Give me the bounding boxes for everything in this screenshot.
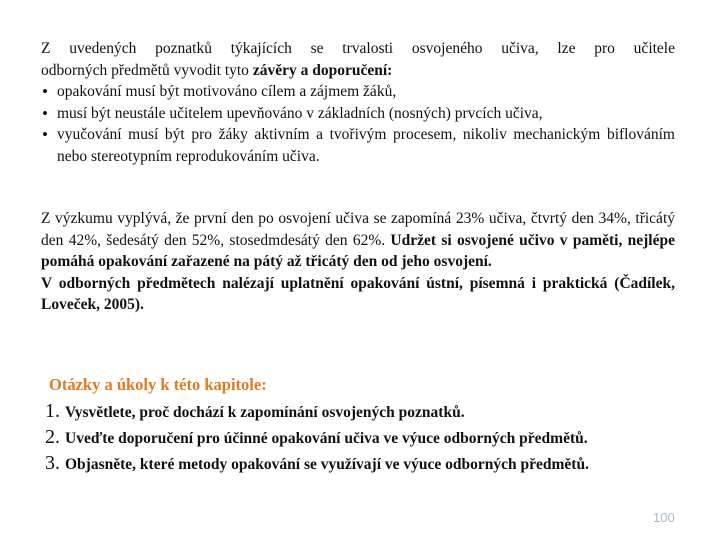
list-item bbox=[41, 124, 675, 167]
research-conclusion: Udržet si osvojené učivo v paměti, nejlépe pomáhá opakování zařazené na pátý až třicátý den od jeho osvojení. bbox=[41, 231, 675, 270]
intro-conclusions-label: závěry a doporučení: bbox=[252, 61, 393, 79]
question-number: 3. bbox=[45, 452, 60, 474]
questions-section bbox=[45, 373, 685, 478]
research-paragraph bbox=[41, 208, 675, 273]
list-item-text: vyučování musí být pro žáky aktivním a tvořivým procesem, nikoliv mechanickým biflováním nebo stereotypním reprodukováním učiva. bbox=[57, 126, 675, 165]
list-item-text: opakování musí být motivováno cílem a zájmem žáků, bbox=[57, 83, 397, 100]
question-number: 1. bbox=[45, 400, 60, 422]
question-item bbox=[45, 426, 685, 452]
question-text: Vysvětlete, proč dochází k zapomínání osvojených poznatků. bbox=[65, 404, 465, 421]
application-paragraph: V odborných předmětech nalézají uplatnění opakování ústní, písemná i praktická (Čadílek, Loveček, 2005). bbox=[41, 274, 675, 313]
conclusions-block bbox=[41, 38, 675, 167]
questions-list bbox=[45, 400, 685, 478]
list-item bbox=[41, 103, 675, 125]
intro-line-2 bbox=[41, 60, 675, 82]
intro-line-2-text: odborných předmětů vyvodit tyto bbox=[41, 61, 253, 79]
questions-heading: Otázky a úkoly k této kapitole: bbox=[49, 375, 267, 394]
bullet-icon: • bbox=[42, 82, 48, 101]
question-item bbox=[45, 452, 685, 478]
list-item-text: musí být neustále učitelem upevňováno v základních (nosných) prvcích učiva, bbox=[57, 104, 543, 122]
question-text: Objasněte, které metody opakování se využívají ve výuce odborných předmětů. bbox=[65, 456, 589, 473]
bullet-icon: • bbox=[42, 125, 48, 144]
question-number: 2. bbox=[45, 426, 60, 448]
intro-paragraph bbox=[41, 38, 675, 81]
question-text: Uveďte doporučení pro účinné opakování učiva ve výuce odborných předmětů. bbox=[65, 430, 588, 447]
question-item bbox=[45, 400, 685, 426]
recommendation-list bbox=[41, 81, 675, 167]
list-item bbox=[41, 81, 675, 103]
page-number: 100 bbox=[653, 510, 675, 525]
research-text: Z výzkumu vyplývá, že první den po osvojení učiva se zapomíná 23% učiva, čtvrtý den 34%, třicátý den 42%, šedesátý den 52%, stosedmdesátý den 62%. bbox=[41, 210, 675, 249]
intro-line-1: Z uvedených poznatků týkajících se trvalosti osvojeného učiva, lze pro učitele bbox=[41, 40, 675, 57]
research-block bbox=[41, 208, 675, 316]
bullet-icon: • bbox=[42, 103, 48, 123]
